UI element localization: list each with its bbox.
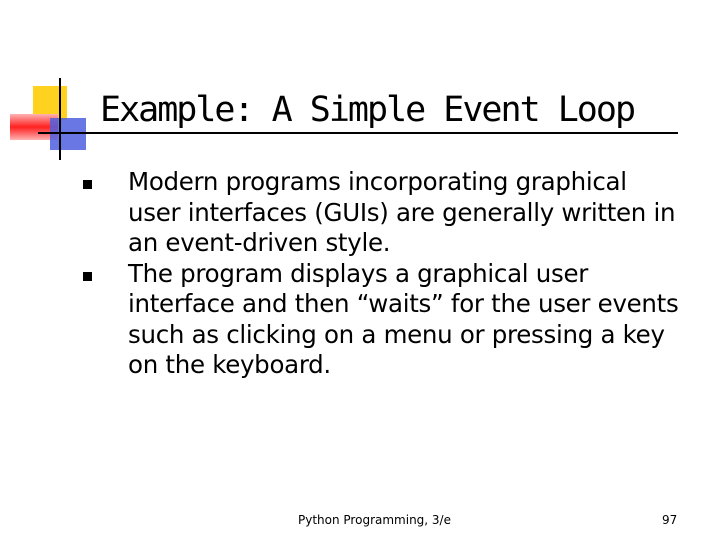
- logo-blue-square: [50, 118, 86, 150]
- slide-title: Example: A Simple Event Loop: [100, 90, 635, 130]
- logo-vertical-line: [59, 78, 61, 160]
- bullet-text: The program displays a graphical user interface and then “waits” for the user events such as clicking on a menu or pressing a key on the keyboard.: [128, 258, 679, 379]
- bullet-item: [80, 167, 680, 259]
- bullet-item: [80, 259, 680, 381]
- square-bullet-icon: [83, 180, 92, 189]
- page-number: 97: [662, 513, 678, 527]
- footer-text: Python Programming, 3/e: [298, 513, 451, 527]
- bullet-text: Modern programs incorporating graphical user interfaces (GUIs) are generally written in an event-driven style.: [128, 167, 676, 257]
- square-bullet-icon: [83, 272, 92, 281]
- bullet-list: [80, 167, 680, 381]
